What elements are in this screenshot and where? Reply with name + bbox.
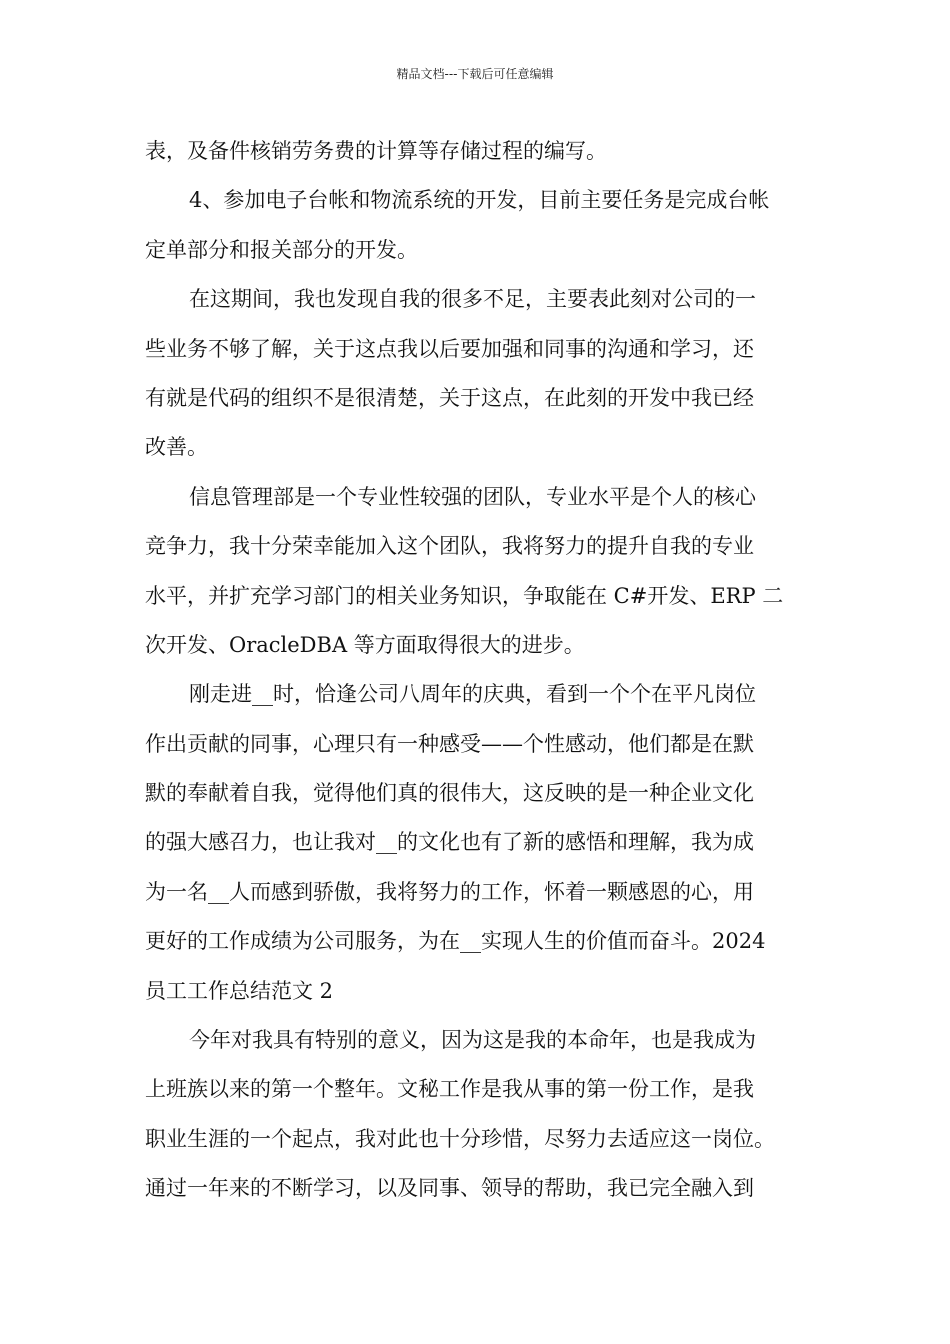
text-line: 信息管理部是一个专业性较强的团队，专业水平是个人的核心 xyxy=(189,484,756,509)
text-line: 竞争力，我十分荣幸能加入这个团队，我将努力的提升自我的专业 xyxy=(145,534,754,559)
text-line: 今年对我具有特别的意义，因为这是我的本命年，也是我成为 xyxy=(189,1028,756,1053)
text-line: 更好的工作成绩为公司服务，为在__实现人生的价值而奋斗。2024 xyxy=(145,929,766,954)
text-line: 作出贡献的同事，心理只有一种感受——个性感动，他们都是在默 xyxy=(145,731,754,756)
page-header: 精品文档---下载后可任意编辑 xyxy=(396,67,554,81)
text-line: 在这期间，我也发现自我的很多不足，主要表此刻对公司的一 xyxy=(189,287,756,312)
text-line: 通过一年来的不断学习，以及同事、领导的帮助，我已完全融入到 xyxy=(145,1176,754,1201)
text-line: 些业务不够了解，关于这点我以后要加强和同事的沟通和学习，还 xyxy=(145,336,754,361)
text-line: 的强大感召力，也让我对__的文化也有了新的感悟和理解，我为成 xyxy=(145,830,754,855)
text-line: 默的奉献着自我，觉得他们真的很伟大，这反映的是一种企业文化 xyxy=(145,781,754,806)
text-line: 职业生涯的一个起点，我对此也十分珍惜，尽努力去适应这一岗位。 xyxy=(145,1126,775,1151)
text-line: 改善。 xyxy=(145,435,208,460)
text-line: 4、参加电子台帐和物流系统的开发，目前主要任务是完成台帐 xyxy=(189,188,770,213)
text-line: 定单部分和报关部分的开发。 xyxy=(145,237,418,262)
text-line: 上班族以来的第一个整年。文秘工作是我从事的第一份工作，是我 xyxy=(145,1077,754,1102)
text-line: 员工工作总结范文 2 xyxy=(145,978,334,1003)
text-line: 次开发、OracleDBA 等方面取得很大的进步。 xyxy=(145,632,585,657)
text-line: 有就是代码的组织不是很清楚，关于这点，在此刻的开发中我已经 xyxy=(145,385,754,410)
text-line: 为一名__人而感到骄傲，我将努力的工作，怀着一颗感恩的心，用 xyxy=(145,879,754,904)
text-line: 水平，并扩充学习部门的相关业务知识，争取能在 C#开发、ERP 二 xyxy=(145,583,784,608)
text-line: 表，及备件核销劳务费的计算等存储过程的编写。 xyxy=(145,139,607,163)
text-line: 刚走进__时，恰逢公司八周年的庆典，看到一个个在平凡岗位 xyxy=(189,682,756,707)
body-text xyxy=(145,127,825,1214)
